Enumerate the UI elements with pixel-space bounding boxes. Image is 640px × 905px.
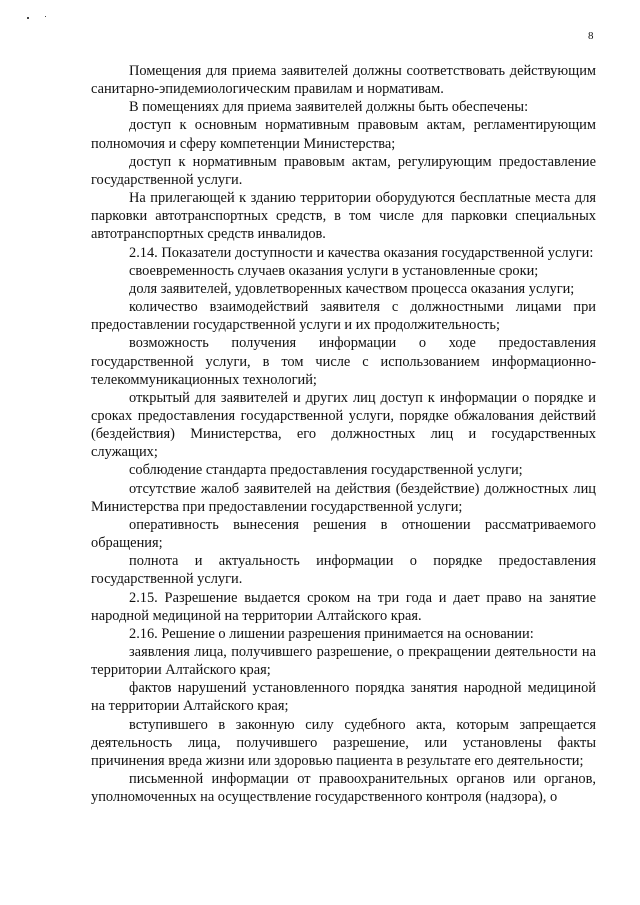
paragraph: На прилегающей к зданию территории оборудуются бесплатные места для парковки автотранспортных средств, в том числе для парковки специальных автотранспортных средств инвалидов.	[91, 190, 596, 243]
paragraph: вступившего в законную силу судебного акта, которым запрещается деятельность лица, получившего разрешение, или установлены факты причинения вреда жизни или здоровью пациента в результате его деятельности;	[91, 716, 596, 769]
paragraph: доля заявителей, удовлетворенных качеством процесса оказания услуги;	[129, 280, 575, 297]
paragraph: полнота и актуальность информации о порядке предоставления государственной услуги.	[91, 553, 596, 588]
paragraph: открытый для заявителей и других лиц доступ к информации о порядке и сроках предоставления государственной услуги, порядке обжалования действий (бездействия) Министерства, его должностных лиц и государственных служащих;	[91, 389, 596, 461]
paragraph: соблюдение стандарта предоставления государственной услуги;	[129, 462, 523, 479]
paragraph: доступ к нормативным правовым актам, регулирующим предоставление государственной услуги.	[91, 153, 596, 188]
paragraph: письменной информации от правоохранительных органов или органов, уполномоченных на осуществление государственного контроля (надзора), о	[91, 771, 596, 806]
paragraph: оперативность вынесения решения в отношении рассматриваемого обращения;	[91, 516, 596, 552]
paragraph: Помещения для приема заявителей должны соответствовать действующим санитарно-эпидемиологическим правилам и нормативам.	[91, 63, 596, 98]
paragraph: 2.14. Показатели доступности и качества оказания государственной услуги:	[129, 244, 594, 261]
paragraph: своевременность случаев оказания услуги в установленные сроки;	[129, 262, 539, 279]
scan-speck	[27, 17, 29, 19]
paragraph: фактов нарушений установленного порядка занятия народной медициной на территории Алтайского края;	[91, 680, 596, 715]
paragraph: отсутствие жалоб заявителей на действия (бездействие) должностных лиц Министерства при предоставлении государственной услуги;	[91, 480, 596, 515]
paragraph: заявления лица, получившего разрешение, о прекращении деятельности на территории Алтайского края;	[91, 644, 596, 679]
paragraph: доступ к основным нормативным правовым актам, регламентирующим полномочия и сферу компетенции Министерства;	[91, 117, 596, 152]
paragraph: возможность получения информации о ходе предоставления государственной услуги, в том числе с использованием информационно-телекоммуникационных технологий;	[91, 335, 596, 388]
paragraph: 2.16. Решение о лишении разрешения принимается на основании:	[129, 625, 534, 642]
paragraph: количество взаимодействий заявителя с должностными лицами при предоставлении государственной услуги и их продолжительность;	[91, 299, 596, 334]
scan-speck	[45, 16, 46, 17]
page-number: 8	[588, 30, 594, 42]
paragraph: 2.15. Разрешение выдается сроком на три года и дает право на занятие народной медициной на территории Алтайского края.	[91, 589, 596, 624]
document-body	[91, 62, 596, 806]
paragraph: В помещениях для приема заявителей должны быть обеспечены:	[129, 99, 529, 116]
